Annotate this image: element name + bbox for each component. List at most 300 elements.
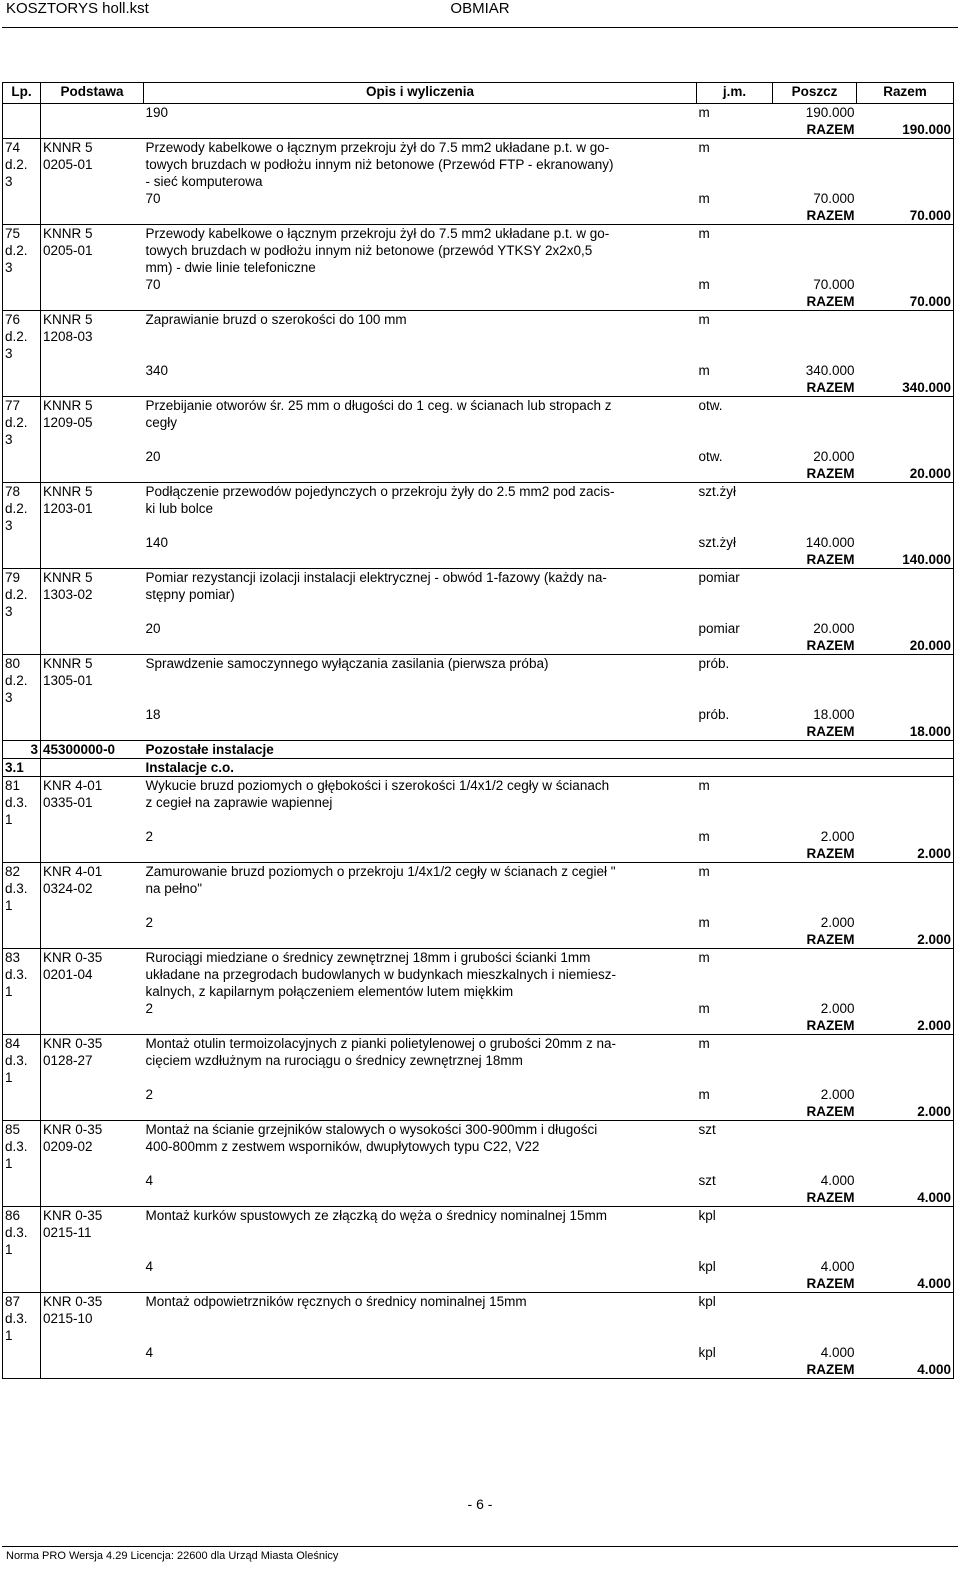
- item-calc-unit: m: [698, 915, 710, 930]
- razem-label: RAZEM: [806, 1190, 855, 1205]
- calc-row: [3, 1344, 954, 1361]
- item-description-line: Przebijanie otworów śr. 25 mm o długości do 1 ceg. w ścianach lub stropach z: [145, 398, 612, 413]
- table-row: [3, 863, 954, 915]
- item-calc: 70: [145, 277, 161, 292]
- item-lp: [3, 397, 41, 449]
- item-description-line: Zaprawianie bruzd o szerokości do 100 mm: [145, 312, 407, 327]
- item-description-line: towych bruzdach w podłożu innym niż betonowe (Przewód FTP - ekranowany): [145, 157, 614, 172]
- document-title: KOSZTORYS holl.kst: [6, 0, 149, 17]
- razem-label: RAZEM: [806, 932, 855, 947]
- item-lp: [3, 949, 41, 1001]
- calc-row: [3, 1258, 954, 1275]
- item-lp-line: d.2.: [5, 157, 28, 172]
- item-lp: [3, 863, 41, 915]
- item-calc: 2: [145, 1001, 154, 1016]
- carry-calc: 190: [145, 105, 169, 120]
- item-podstawa: [41, 655, 144, 707]
- item-description-line: stępny pomiar): [145, 587, 235, 602]
- item-lp-line: 82: [5, 864, 21, 879]
- razem-label: RAZEM: [806, 294, 855, 309]
- item-unit: szt.żył: [697, 483, 773, 535]
- item-calc: 2: [145, 915, 154, 930]
- item-calc-unit: szt.żył: [698, 535, 737, 550]
- footer-divider: [2, 1546, 958, 1547]
- item-unit: m: [697, 949, 773, 1001]
- calc-row: [3, 828, 954, 845]
- item-description: [144, 1121, 697, 1173]
- item-lp-line: 1: [5, 1242, 13, 1257]
- item-description: [144, 655, 697, 707]
- item-razem: 2.000: [857, 1017, 954, 1035]
- col-header-lp: Lp.: [3, 83, 41, 104]
- item-description-line: [146, 517, 695, 534]
- razem-row: [3, 1361, 954, 1379]
- item-podstawa-line: KNNR 5: [43, 656, 93, 671]
- item-description-line: [146, 1310, 695, 1327]
- item-unit: m: [697, 863, 773, 915]
- item-razem: 4.000: [857, 1361, 954, 1379]
- razem-row: [3, 293, 954, 311]
- item-poszcz: 18.000: [813, 707, 855, 722]
- table-row: [3, 1293, 954, 1345]
- item-lp-line: d.3.: [5, 1311, 28, 1326]
- item-lp-line: 1: [5, 1070, 13, 1085]
- section-title: Pozostałe instalacje: [144, 741, 697, 759]
- item-description-line: [146, 345, 695, 362]
- item-podstawa-line: 1305-01: [43, 673, 93, 688]
- item-description: [144, 1035, 697, 1087]
- item-description-line: [146, 811, 695, 828]
- item-unit: kpl: [697, 1293, 773, 1345]
- subsection-title: Instalacje c.o.: [144, 759, 697, 777]
- item-calc: 20: [145, 621, 161, 636]
- razem-row: [3, 465, 954, 483]
- item-poszcz: 4.000: [820, 1345, 855, 1360]
- item-description-line: z cegieł na zaprawie wapiennej: [145, 795, 333, 810]
- item-razem: 4.000: [857, 1189, 954, 1207]
- item-lp-line: d.3.: [5, 1139, 28, 1154]
- item-description: [144, 311, 697, 363]
- item-podstawa-line: KNNR 5: [43, 570, 93, 585]
- item-description-line: Rurociągi miedziane o średnicy zewnętrznej 18mm i grubości ścianki 1mm: [145, 950, 591, 965]
- item-description-line: Montaż kurków spustowych ze złączką do węża o średnicy nominalnej 15mm: [145, 1208, 607, 1223]
- item-description-line: Wykucie bruzd poziomych o głębokości i szerokości 1/4x1/2 cegły w ścianach: [145, 778, 610, 793]
- col-header-razem: Razem: [857, 83, 954, 104]
- item-description-line: - sieć komputerowa: [145, 174, 263, 189]
- item-unit: m: [697, 1035, 773, 1087]
- cost-estimate-table: [2, 82, 954, 1379]
- section-code: 45300000-0: [41, 741, 144, 759]
- item-unit: m: [697, 225, 773, 277]
- table-row: [3, 311, 954, 363]
- item-lp-line: 1: [5, 898, 13, 913]
- razem-row: [3, 1103, 954, 1121]
- item-description-line: Zamurowanie bruzd poziomych o przekroju 1/4x1/2 cegły w ścianach z cegieł ": [145, 864, 616, 879]
- item-unit: m: [697, 139, 773, 191]
- item-description-line: cegły: [145, 415, 178, 430]
- item-podstawa-line: 0209-02: [43, 1139, 93, 1154]
- item-poszcz: 20.000: [813, 621, 855, 636]
- razem-row: [3, 1017, 954, 1035]
- item-podstawa: [41, 1035, 144, 1087]
- razem-label: RAZEM: [806, 466, 855, 481]
- item-podstawa-line: 0215-10: [43, 1311, 93, 1326]
- item-calc: 140: [145, 535, 169, 550]
- item-lp: [3, 483, 41, 535]
- item-lp-line: 1: [5, 1328, 13, 1343]
- item-podstawa-line: KNR 0-35: [43, 1208, 103, 1223]
- item-poszcz: 4.000: [820, 1173, 855, 1188]
- item-description-line: [146, 897, 695, 914]
- calc-row: [3, 190, 954, 207]
- item-lp-line: 81: [5, 778, 21, 793]
- item-unit: kpl: [697, 1207, 773, 1259]
- item-calc: 4: [145, 1345, 154, 1360]
- item-podstawa: [41, 397, 144, 449]
- razem-row: [3, 379, 954, 397]
- item-description: [144, 863, 697, 915]
- calc-row: [3, 1086, 954, 1103]
- razem-row: [3, 845, 954, 863]
- item-lp-line: d.2.: [5, 243, 28, 258]
- item-description-line: [146, 672, 695, 689]
- item-podstawa: [41, 569, 144, 621]
- item-calc: 70: [145, 191, 161, 206]
- item-razem: 2.000: [857, 845, 954, 863]
- item-lp-line: 77: [5, 398, 21, 413]
- item-unit: m: [697, 311, 773, 363]
- item-podstawa-line: KNNR 5: [43, 484, 93, 499]
- item-lp-line: d.3.: [5, 881, 28, 896]
- item-podstawa-line: 0205-01: [43, 243, 93, 258]
- item-lp-line: 84: [5, 1036, 21, 1051]
- item-lp-line: 74: [5, 140, 21, 155]
- razem-label: RAZEM: [806, 122, 855, 137]
- item-description-line: [146, 1241, 695, 1258]
- item-lp-line: 1: [5, 984, 13, 999]
- item-razem: 140.000: [857, 551, 954, 569]
- razem-row: [3, 551, 954, 569]
- item-description-line: Podłączenie przewodów pojedynczych o przekroju żyły do 2.5 mm2 pod zacis-: [145, 484, 615, 499]
- col-header-jm: j.m.: [697, 83, 773, 104]
- item-razem: 2.000: [857, 1103, 954, 1121]
- item-lp-line: 3: [5, 174, 13, 189]
- item-podstawa-line: 1303-02: [43, 587, 93, 602]
- item-lp: [3, 225, 41, 277]
- item-unit: szt: [697, 1121, 773, 1173]
- item-razem: 18.000: [857, 723, 954, 741]
- item-lp-line: 83: [5, 950, 21, 965]
- table-body: [3, 104, 954, 1379]
- item-calc-unit: m: [698, 277, 710, 292]
- item-podstawa-line: 1208-03: [43, 329, 93, 344]
- col-header-podstawa: Podstawa: [41, 83, 144, 104]
- item-poszcz: 20.000: [813, 449, 855, 464]
- item-calc: 4: [145, 1173, 154, 1188]
- item-lp-line: 3: [5, 260, 13, 275]
- item-lp-line: 3: [5, 690, 13, 705]
- item-description-line: Sprawdzenie samoczynnego wyłączania zasilania (pierwsza próba): [145, 656, 549, 671]
- item-lp-line: 80: [5, 656, 21, 671]
- header-divider: [2, 27, 958, 28]
- razem-label: RAZEM: [773, 1361, 857, 1379]
- item-lp: [3, 1207, 41, 1259]
- item-calc-unit: otw.: [698, 449, 723, 464]
- razem-row: [3, 637, 954, 655]
- item-lp: [3, 311, 41, 363]
- item-poszcz: 2.000: [820, 1001, 855, 1016]
- table-row: [3, 949, 954, 1001]
- table-row: [3, 139, 954, 191]
- calc-row: [3, 620, 954, 637]
- table-row: [3, 1035, 954, 1087]
- carry-calc-jm: m: [698, 105, 710, 120]
- item-podstawa: [41, 139, 144, 191]
- razem-row: [3, 931, 954, 949]
- footer-license: Norma PRO Wersja 4.29 Licencja: 22600 dla Urząd Miasta Oleśnicy: [6, 1550, 339, 1562]
- razem-label: RAZEM: [806, 1104, 855, 1119]
- item-podstawa-line: KNR 4-01: [43, 778, 103, 793]
- item-podstawa-line: KNR 0-35: [43, 950, 103, 965]
- item-lp: [3, 1121, 41, 1173]
- table-row: [3, 397, 954, 449]
- item-calc-unit: pomiar: [698, 621, 740, 636]
- item-description-line: [146, 1327, 695, 1344]
- carry-calc-row: [3, 104, 954, 122]
- item-description: [144, 949, 697, 1001]
- item-description-line: [146, 1069, 695, 1086]
- item-lp-line: 76: [5, 312, 21, 327]
- item-podstawa-line: KNNR 5: [43, 226, 93, 241]
- item-description: [144, 1207, 697, 1259]
- calc-row: [3, 362, 954, 379]
- item-razem: 20.000: [857, 637, 954, 655]
- calc-row: [3, 534, 954, 551]
- item-podstawa: [41, 1121, 144, 1173]
- item-calc: 2: [145, 1087, 154, 1102]
- table-row: [3, 777, 954, 829]
- razem-label: RAZEM: [806, 380, 855, 395]
- razem-label: RAZEM: [806, 724, 855, 739]
- item-description-line: Pomiar rezystancji izolacji instalacji elektrycznej - obwód 1-fazowy (każdy na-: [145, 570, 607, 585]
- item-podstawa-line: 1203-01: [43, 501, 93, 516]
- item-podstawa-line: KNR 0-35: [43, 1294, 103, 1309]
- item-description-line: [146, 1155, 695, 1172]
- item-description-line: Przewody kabelkowe o łącznym przekroju żył do 7.5 mm2 układane p.t. w go-: [145, 226, 610, 241]
- item-description-line: 400-800mm z zestwem wsporników, dwupłytowych typu C22, V22: [145, 1139, 540, 1154]
- item-description-line: [146, 1224, 695, 1241]
- page-number: - 6 -: [467, 1496, 493, 1512]
- table-row: [3, 1207, 954, 1259]
- item-poszcz: 70.000: [813, 191, 855, 206]
- item-calc: 18: [145, 707, 161, 722]
- item-podstawa-line: KNR 0-35: [43, 1036, 103, 1051]
- item-podstawa-line: KNNR 5: [43, 398, 93, 413]
- item-description-line: [146, 328, 695, 345]
- item-lp-line: 3: [5, 432, 13, 447]
- calc-row: [3, 1000, 954, 1017]
- item-calc-unit: m: [698, 1087, 710, 1102]
- item-description-line: Montaż na ścianie grzejników stalowych o wysokości 300-900mm i długości: [145, 1122, 598, 1137]
- calc-row: [3, 448, 954, 465]
- subsection-lp: 3.1: [3, 759, 41, 777]
- item-calc-unit: kpl: [698, 1259, 716, 1274]
- item-calc-unit: m: [698, 363, 710, 378]
- item-calc-unit: m: [698, 829, 710, 844]
- item-podstawa-line: 0324-02: [43, 881, 93, 896]
- table-row: [3, 1121, 954, 1173]
- item-calc: 2: [145, 829, 154, 844]
- item-unit: prób.: [697, 655, 773, 707]
- razem-label: RAZEM: [806, 552, 855, 567]
- item-podstawa-line: KNR 0-35: [43, 1122, 103, 1137]
- item-description-line: towych bruzdach w podłożu innym niż betonowe (przewód YTKSY 2x2x0,5: [145, 243, 593, 258]
- item-razem: 20.000: [857, 465, 954, 483]
- item-description: [144, 483, 697, 535]
- item-lp-line: 79: [5, 570, 21, 585]
- item-calc-unit: kpl: [698, 1345, 716, 1360]
- carry-razem-row: [3, 121, 954, 139]
- item-podstawa: [41, 949, 144, 1001]
- item-lp: [3, 1035, 41, 1087]
- item-razem: 4.000: [857, 1275, 954, 1293]
- item-podstawa-line: 0205-01: [43, 157, 93, 172]
- calc-row: [3, 276, 954, 293]
- item-lp-line: d.2.: [5, 501, 28, 516]
- item-poszcz: 2.000: [820, 915, 855, 930]
- item-unit: m: [697, 777, 773, 829]
- item-unit: pomiar: [697, 569, 773, 621]
- item-razem: 70.000: [857, 293, 954, 311]
- table-row: [3, 483, 954, 535]
- razem-label: RAZEM: [806, 208, 855, 223]
- item-podstawa-line: 0335-01: [43, 795, 93, 810]
- item-lp-line: d.2.: [5, 329, 28, 344]
- razem-label: RAZEM: [806, 1018, 855, 1033]
- item-podstawa-line: KNNR 5: [43, 140, 93, 155]
- item-podstawa: [41, 777, 144, 829]
- item-lp: [3, 569, 41, 621]
- item-poszcz: 140.000: [805, 535, 855, 550]
- item-description-line: układane na przegrodach budowlanych w budynkach mieszkalnych i niemiesz-: [145, 967, 617, 982]
- item-lp-line: d.2.: [5, 587, 28, 602]
- item-description-line: kalnych, z kapilarnym połączeniem elementów lutem miękkim: [145, 984, 514, 999]
- item-lp: [3, 139, 41, 191]
- item-podstawa-line: KNNR 5: [43, 312, 93, 327]
- item-description-line: Przewody kabelkowe o łącznym przekroju żył do 7.5 mm2 układane p.t. w go-: [145, 140, 610, 155]
- item-poszcz: 340.000: [805, 363, 855, 378]
- item-lp-line: d.2.: [5, 673, 28, 688]
- item-description: [144, 397, 697, 449]
- item-lp-line: 75: [5, 226, 21, 241]
- item-description: [144, 1293, 697, 1345]
- item-description: [144, 225, 697, 277]
- item-calc: 20: [145, 449, 161, 464]
- subsection-row: [3, 759, 954, 777]
- table-row: [3, 225, 954, 277]
- item-podstawa: [41, 225, 144, 277]
- calc-row: [3, 706, 954, 723]
- item-description-line: ki lub bolce: [145, 501, 214, 516]
- item-description: [144, 569, 697, 621]
- item-lp-line: 1: [5, 1156, 13, 1171]
- item-description-line: na pełno": [145, 881, 203, 896]
- item-description-line: [146, 689, 695, 706]
- col-header-poszcz: Poszcz: [773, 83, 857, 104]
- item-lp-line: 86: [5, 1208, 21, 1223]
- item-poszcz: 2.000: [820, 829, 855, 844]
- item-lp-line: 3: [5, 604, 13, 619]
- calc-row: [3, 914, 954, 931]
- item-lp-line: d.3.: [5, 795, 28, 810]
- item-podstawa: [41, 1293, 144, 1345]
- item-description-line: [146, 603, 695, 620]
- item-lp-line: d.3.: [5, 1053, 28, 1068]
- razem-row: [3, 1189, 954, 1207]
- item-description-line: Montaż odpowietrzników ręcznych o średnicy nominalnej 15mm: [145, 1294, 527, 1309]
- item-podstawa-line: KNR 4-01: [43, 864, 103, 879]
- item-lp-line: 78: [5, 484, 21, 499]
- calc-row: [3, 1172, 954, 1189]
- item-description-line: [146, 431, 695, 448]
- section-lp: 3: [3, 741, 41, 759]
- item-calc: 340: [145, 363, 169, 378]
- col-header-opis: Opis i wyliczenia: [144, 83, 697, 104]
- item-unit: otw.: [697, 397, 773, 449]
- table-row: [3, 655, 954, 707]
- item-podstawa: [41, 863, 144, 915]
- razem-row: [3, 207, 954, 225]
- item-podstawa: [41, 1207, 144, 1259]
- carry-poszcz: 190.000: [805, 105, 855, 120]
- section-row: [3, 741, 954, 759]
- table-row: [3, 569, 954, 621]
- item-razem: 70.000: [857, 207, 954, 225]
- item-razem: 340.000: [857, 379, 954, 397]
- razem-row: [3, 1275, 954, 1293]
- item-podstawa-line: 1209-05: [43, 415, 93, 430]
- item-lp-line: 87: [5, 1294, 21, 1309]
- item-lp-line: 1: [5, 812, 13, 827]
- item-lp-line: 85: [5, 1122, 21, 1137]
- item-calc-unit: m: [698, 191, 710, 206]
- razem-label: RAZEM: [806, 1276, 855, 1291]
- item-lp-line: d.2.: [5, 415, 28, 430]
- item-lp-line: d.3.: [5, 967, 28, 982]
- item-description: [144, 139, 697, 191]
- document-type: OBMIAR: [450, 0, 510, 17]
- item-podstawa-line: 0201-04: [43, 967, 93, 982]
- item-lp-line: 3: [5, 518, 13, 533]
- item-calc: 4: [145, 1259, 154, 1274]
- razem-row: [3, 723, 954, 741]
- carry-razem-value: 190.000: [857, 121, 954, 139]
- table-header-row: [3, 83, 954, 104]
- item-podstawa-line: 0128-27: [43, 1053, 93, 1068]
- item-description-line: cięciem wzdłużnym na rurociągu o średnicy zewnętrznej 18mm: [145, 1053, 523, 1068]
- item-podstawa: [41, 311, 144, 363]
- item-description: [144, 777, 697, 829]
- item-lp-line: 3: [5, 346, 13, 361]
- item-description-line: Montaż otulin termoizolacyjnych z pianki polietylenowej o grubości 20mm z na-: [145, 1036, 616, 1051]
- item-poszcz: 2.000: [820, 1087, 855, 1102]
- razem-label: RAZEM: [806, 846, 855, 861]
- item-poszcz: 70.000: [813, 277, 855, 292]
- item-lp-line: d.3.: [5, 1225, 28, 1240]
- item-podstawa: [41, 483, 144, 535]
- item-lp: [3, 777, 41, 829]
- item-calc-unit: szt: [698, 1173, 716, 1188]
